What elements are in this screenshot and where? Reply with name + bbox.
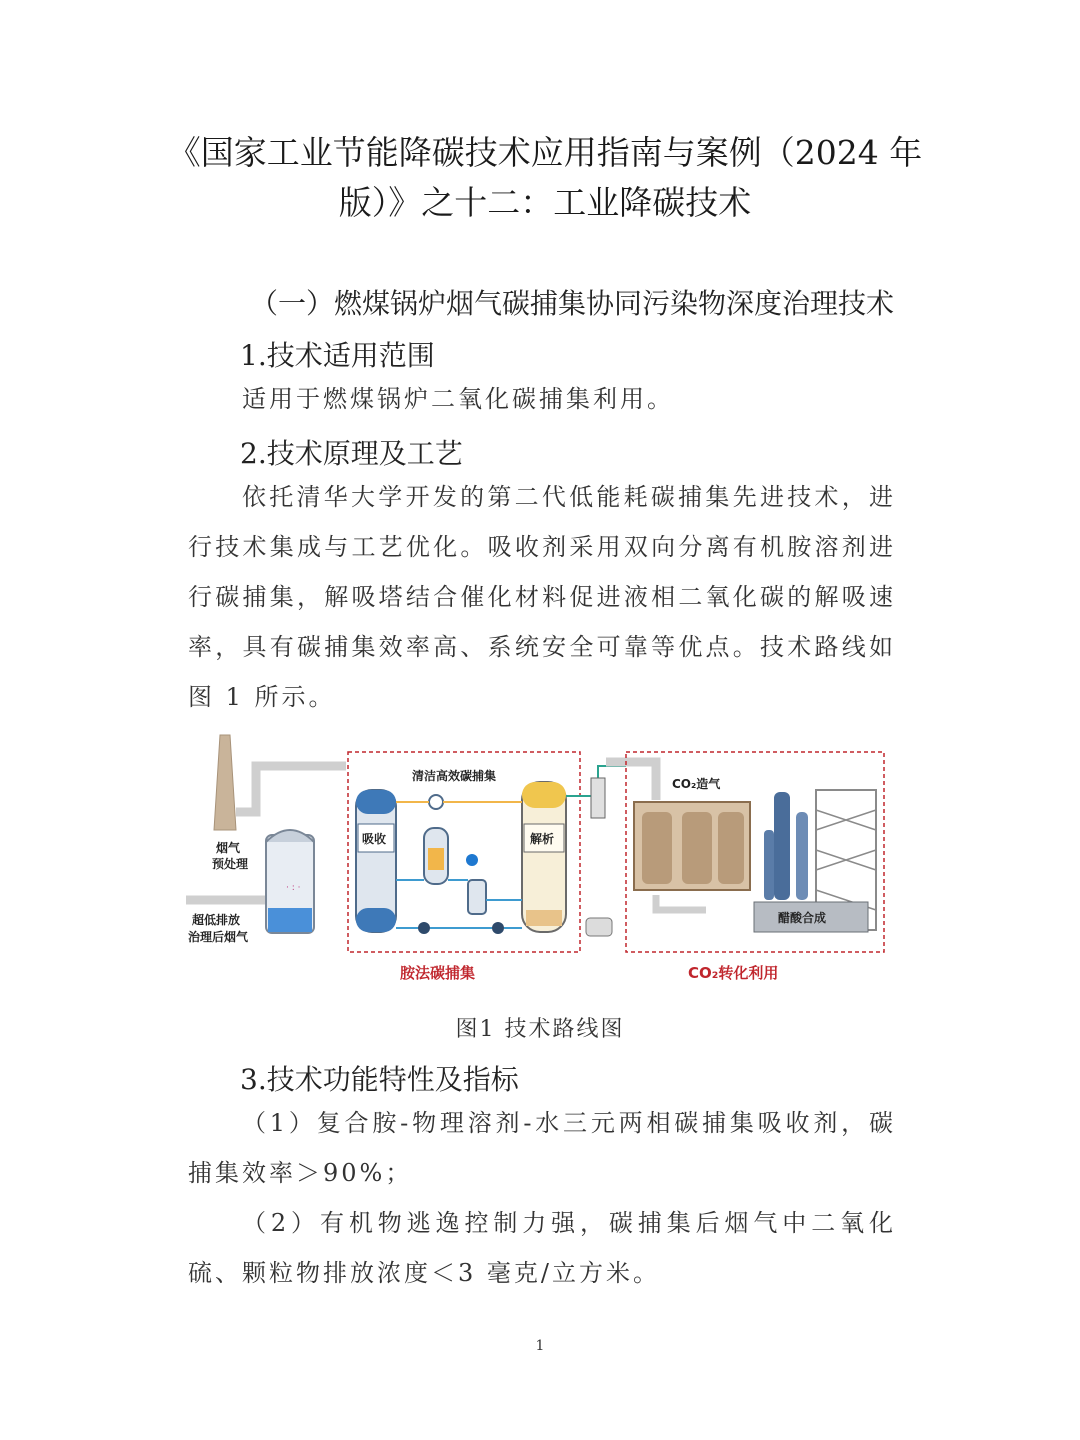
title-line-2: 版）》之十二：工业降碳技术: [338, 183, 752, 222]
heater-icon: [429, 795, 443, 809]
separator-icon: [591, 778, 605, 818]
page-number: 1: [535, 1338, 545, 1354]
heading-features: 3.技术功能特性及指标: [240, 1063, 519, 1096]
chimney-icon: [214, 735, 236, 830]
svg-text:· : ·: · : ·: [286, 883, 301, 893]
cooler-icon: [468, 880, 486, 914]
label-treated-gas: 治理后烟气: [188, 930, 249, 944]
reboiler-icon: [586, 918, 612, 936]
label-absorb: 吸收: [362, 832, 387, 846]
label-amine-capture: 胺法碳捕集: [400, 964, 476, 982]
paragraph-scope: 适用于燃煤锅炉二氧化碳捕集利用。: [242, 385, 674, 413]
label-pretreat: 预处理: [212, 857, 249, 871]
process-diagram: [186, 730, 896, 992]
pump-icon: [418, 922, 430, 934]
pump-icon-2: [492, 922, 504, 934]
title-line-1: 《国家工业节能降碳技术应用指南与案例（2024 年: [167, 133, 923, 172]
label-acetic-acid: 醋酸合成: [778, 911, 827, 925]
document-title: [150, 128, 940, 228]
flow-arrow-top: [236, 766, 346, 812]
feature-item-2: （2）有机物逃逸控制力强，碳捕集后烟气中二氧化硫、颗粒物排放浓度＜3 毫克/立方米。: [188, 1209, 896, 1287]
heading-principle: 2.技术原理及工艺: [240, 437, 463, 470]
label-co2-utilization: CO₂转化利用: [688, 964, 779, 982]
synthesis-column-icon: [774, 792, 790, 900]
valve-icon: [466, 854, 478, 866]
flow-arrow-right: [606, 762, 656, 800]
label-clean-capture: 清洁高效碳捕集: [412, 769, 497, 783]
label-ultra-low: 超低排放: [192, 913, 241, 927]
heading-scope: 1.技术适用范围: [240, 339, 435, 372]
section-heading: （一）燃煤锅炉烟气碳捕集协同污染物深度治理技术: [250, 287, 895, 320]
label-co2-gas-making: CO₂造气: [672, 777, 721, 791]
label-flue-gas: 烟气: [216, 841, 241, 855]
paragraph-principle: 依托清华大学开发的第二代低能耗碳捕集先进技术，进行技术集成与工艺优化。吸收剂采用双向分离有机胺溶剂进行碳捕集，解吸塔结合催化材料促进液相二氧化碳的解吸速率，具有碳捕集效率高、系统安全可靠等优点。技术路线如图 1 所示。: [188, 483, 896, 711]
feature-item-1: （1）复合胺-物理溶剂-水三元两相碳捕集吸收剂，碳捕集效率＞90%；: [188, 1109, 896, 1187]
label-desorb: 解析: [530, 832, 555, 846]
figure-caption: 图1 技术路线图: [455, 1017, 625, 1042]
